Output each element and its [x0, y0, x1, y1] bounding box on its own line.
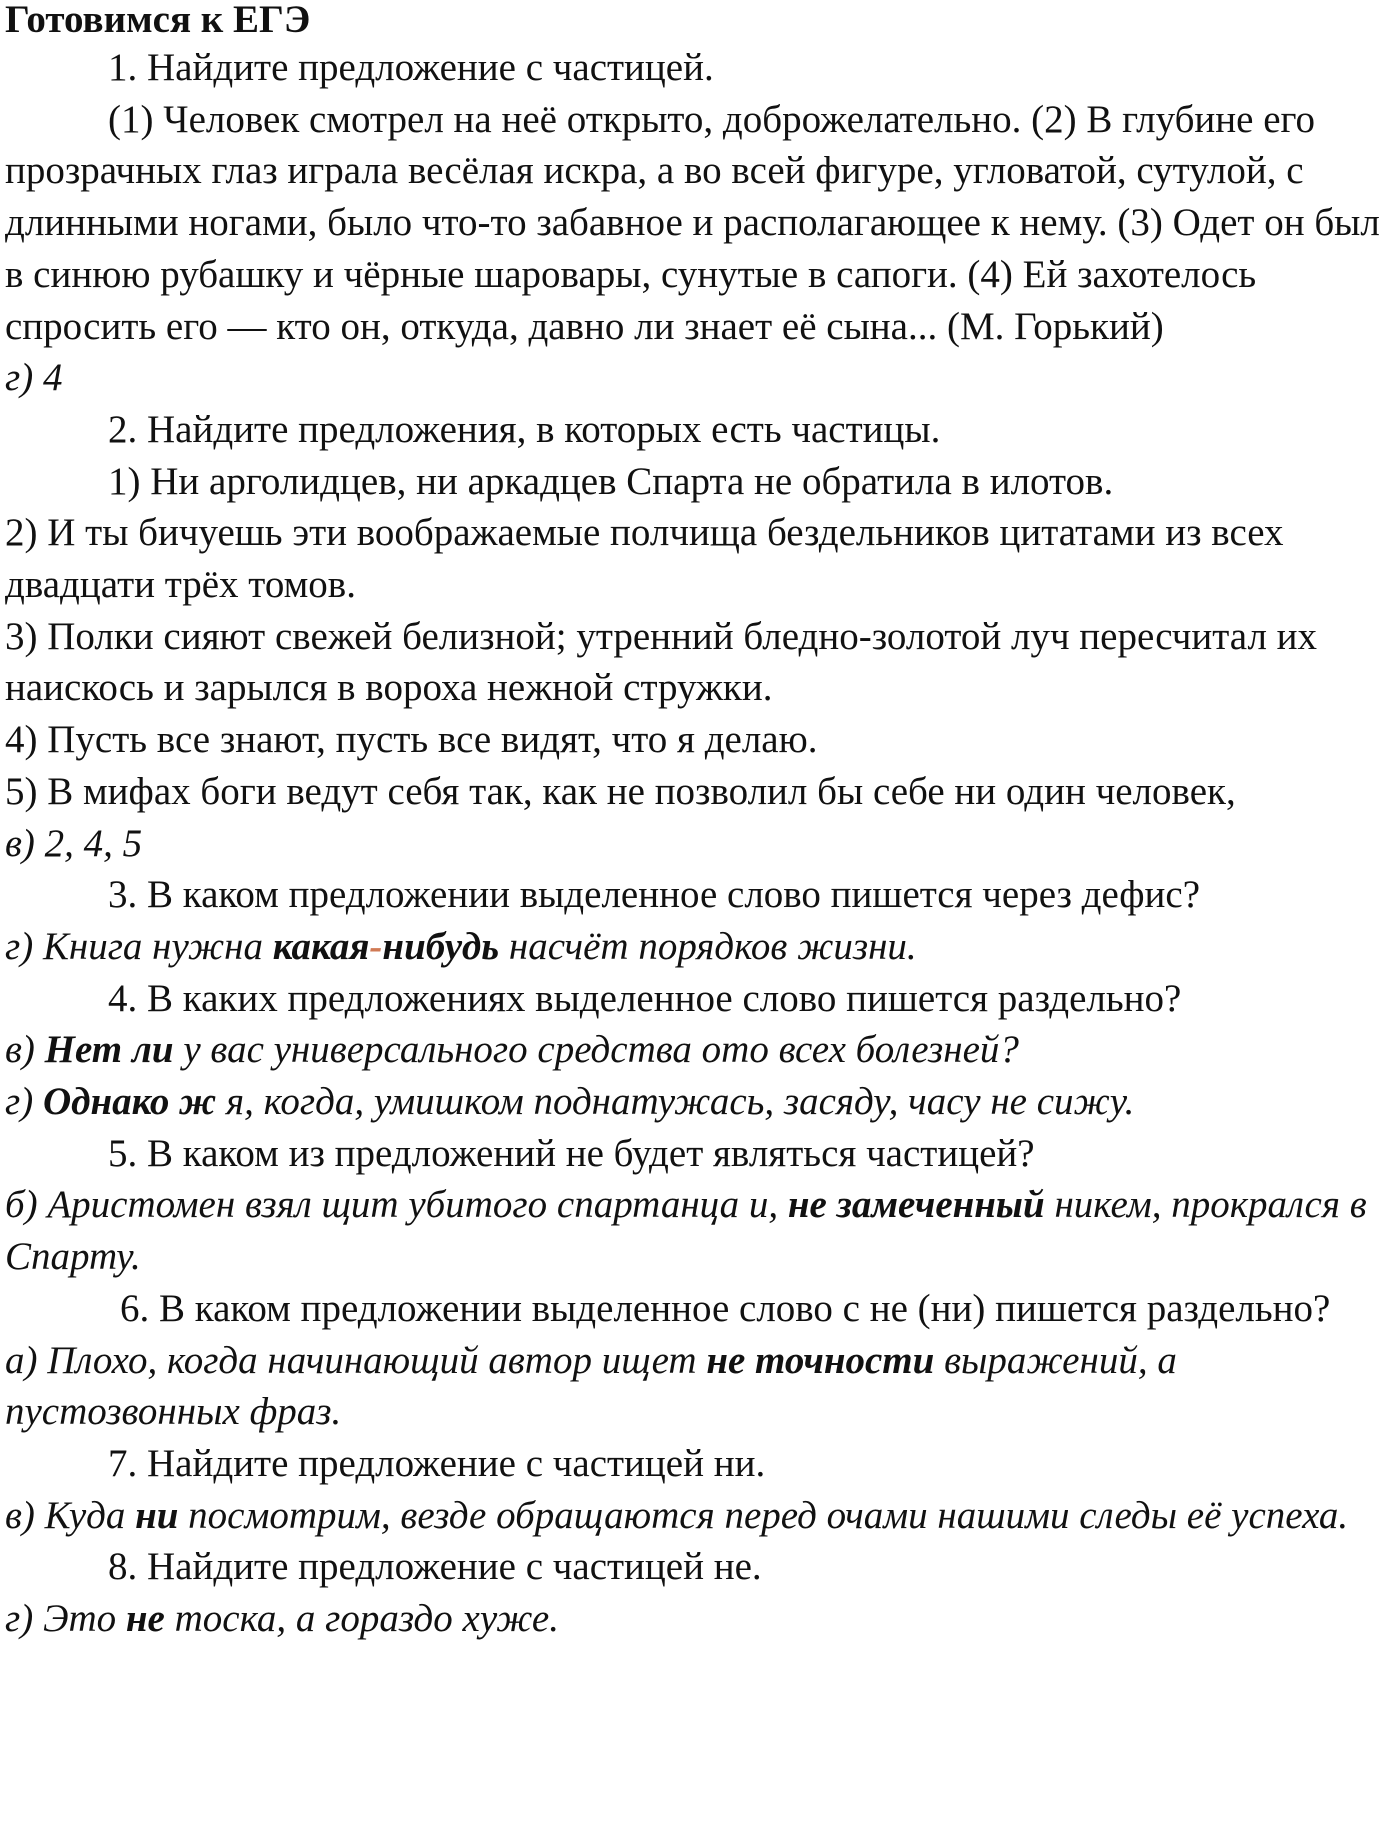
highlighted-word: не точности [706, 1338, 935, 1382]
task-5-question: 5. В каком из предложений не будет являться частицей? [108, 1131, 1035, 1175]
task-2-question: 2. Найдите предложения, в которых есть частицы. [108, 407, 941, 451]
answer-prefix: а) Плохо, когда начинающий автор ищет [5, 1338, 707, 1382]
task-8-answer [5, 1593, 1395, 1645]
answer-prefix: в) Куда [5, 1493, 136, 1537]
highlighted-word: ни [135, 1493, 179, 1537]
task-7-question: 7. Найдите предложение с частицей ни. [108, 1441, 766, 1485]
highlighted-word: Однако ж [42, 1080, 217, 1124]
answer-suffix: выражений, а пустозвонных фраз. [5, 1338, 1177, 1434]
task-3-answer [5, 921, 1395, 973]
highlighted-hyphen: - [369, 924, 383, 968]
task-2-sentence-4: 4) Пусть все знают, пусть все видят, что я делаю. [5, 718, 818, 762]
answer-prefix: г) [5, 1080, 43, 1124]
task-6-answer [5, 1335, 1395, 1438]
task-1-question: 1. Найдите предложение с частицей. [108, 46, 714, 89]
answer-prefix: б) Аристомен взял щит убитого спартанца и, [5, 1183, 788, 1227]
task-1-text: (1) Человек смотрел на неё открыто, доброжелательно. (2) В глубине его прозрачных глаз играла весёлая искра, а во всей фигуре, угловатой, сутулой, с длинными ногами, было что-то забавное и располагающее к нему. (3) Одет он был в синюю рубашку и чёрные шаровары, сунутые в сапоги. (4) Ей захотелось спросить его — кто он, откуда, давно ли знает её сына... (М. Горький) [5, 97, 1380, 348]
answer-suffix: я, когда, умишком поднатужась, засяду, часу не сижу. [216, 1080, 1135, 1124]
task-7-answer [5, 1490, 1395, 1542]
highlighted-word: не [125, 1597, 165, 1641]
task-2-sentence-5: 5) В мифах боги ведут себя так, как не позволил бы себе ни один человек, [5, 769, 1236, 813]
answer-suffix: у вас универсального средства ото всех болезней? [173, 1028, 1019, 1072]
highlighted-word: Нет ли [44, 1028, 174, 1072]
task-4-answer-g [5, 1076, 1395, 1128]
page-title: Готовимся к ЕГЭ [5, 0, 311, 41]
task-3-question: 3. В каком предложении выделенное слово пишется через дефис? [108, 873, 1201, 917]
task-2-sentence-3: 3) Полки сияют свежей белизной; утренний бледно-золотой луч пересчитал их наискось и зарылся в вороха нежной стружки. [5, 614, 1318, 710]
task-2-answer: в) 2, 4, 5 [5, 821, 143, 865]
task-1-answer: г) 4 [5, 356, 63, 400]
task-4-question: 4. В каких предложениях выделенное слово пишется раздельно? [108, 976, 1182, 1020]
highlighted-word: не замеченный [787, 1183, 1045, 1227]
answer-prefix: г) Книга нужна [5, 924, 273, 968]
task-2-sentence-2: 2) И ты бичуешь эти воображаемые полчища бездельников цитатами из всех двадцати трёх томов. [5, 511, 1284, 607]
task-6-question: 6. В каком предложении выделенное слово с не (ни) пишется раздельно? [120, 1286, 1331, 1330]
task-5-answer [5, 1179, 1395, 1282]
answer-suffix: никем, прокрался в Спарту. [5, 1183, 1367, 1279]
answer-suffix: посмотрим, везде обращаются перед очами нашими следы её успеха. [178, 1493, 1349, 1537]
task-8-question: 8. Найдите предложение с частицей не. [108, 1545, 762, 1589]
answer-prefix: в) [5, 1028, 45, 1072]
document-page [5, 0, 1395, 1645]
answer-suffix: насчёт порядков жизни. [499, 924, 917, 968]
task-2-sentence-1: 1) Ни арголидцев, ни аркадцев Спарта не обратила в илотов. [108, 459, 1114, 503]
highlighted-word-part: какая [272, 924, 370, 968]
highlighted-word-part: нибудь [382, 924, 500, 968]
answer-suffix: тоска, а гораздо хуже. [164, 1597, 559, 1641]
answer-prefix: г) Это [5, 1597, 126, 1641]
task-4-answer-v [5, 1024, 1395, 1076]
